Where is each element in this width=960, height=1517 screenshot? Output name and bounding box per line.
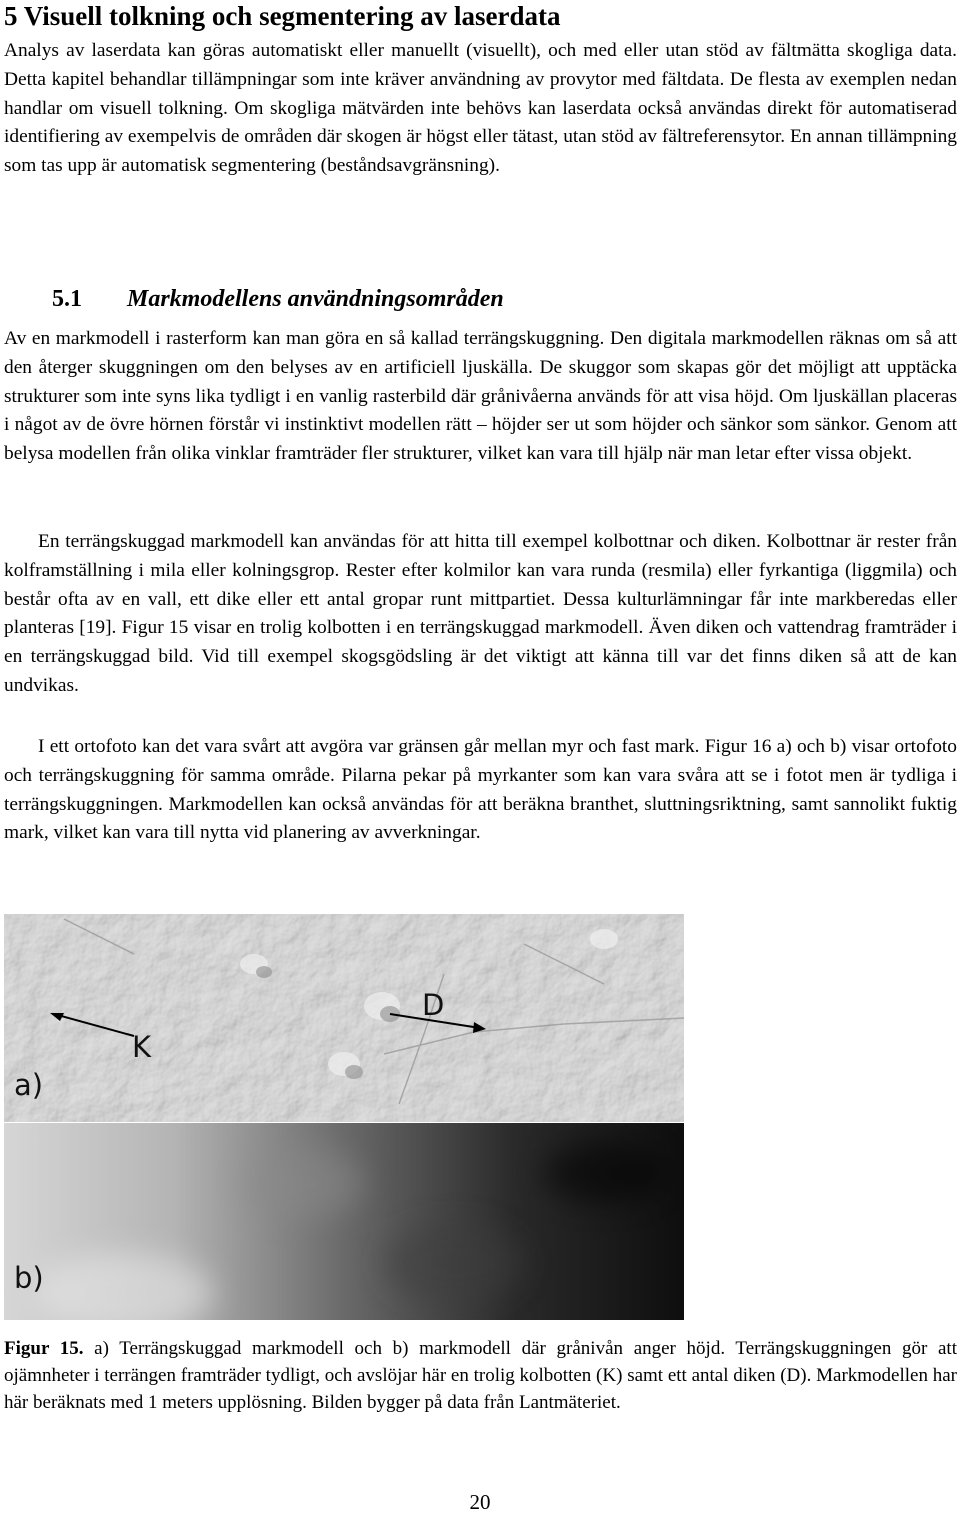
page-number: 20 — [469, 1490, 491, 1514]
section-paragraph-2: En terrängskuggad markmodell kan användas för att hitta till exempel kolbottnar och diken. Kolbottnar är rester från kolframställning i mila eller kolningsgrop. Rester efter kolmilor kan vara runda (resmila) eller fyrkantiga (liggmila) och består ofta av en vall, ett dike eller ett antal gropar runt mittpartiet. Dessa kulturlämningar får inte markberedas eller planteras [19]. Figur 15 visar en trolig kolbotten i en terrängskuggad markmodell. Även diken och vattendrag framträder i en terrängskuggad bild. Vid till exempel skogsgödsling är det viktigt att känna till var det finns diken så att de kan undvikas. — [4, 531, 957, 696]
chapter-heading: 5 Visuell tolkning och segmentering av laserdata — [4, 1, 561, 31]
figure-15 — [4, 914, 684, 1320]
elevation-image — [4, 1123, 684, 1320]
elevation-graphic — [4, 1123, 684, 1320]
section-paragraph-1: Av en markmodell i rasterform kan man göra en så kallad terrängskuggning. Den digitala markmodellen räknas om så att den återger skuggningen om den belyses av en artificiell ljuskälla. De skuggor som skapas gör det möjligt att upptäcka strukturer som inte syns lika tydligt i en vanlig rasterbild där grånivåerna används för att visa höjd. Om ljuskällan placeras i något av de övre hörnen förstår vi instinktivt modellen rätt – höjder ser ut som höjder och sänkor som sänkor. Genom att belysa modellen från olika vinklar framträder fler strukturer, vilket kan vara till hjälp när man letar efter vissa objekt. — [4, 328, 957, 465]
section-heading — [52, 284, 504, 314]
hillshade-graphic — [4, 914, 684, 1122]
marker-d-label: D — [422, 988, 445, 1022]
intro-paragraph: Analys av laserdata kan göras automatiskt eller manuellt (visuellt), och med eller utan stöd av fältmätta skogliga data. Detta kapitel behandlar tillämpningar som inte kräver användning av provytor med fältdata. De flesta av exemplen nedan handlar om visuell tolkning. Om skogliga mätvärden inte behövs kan laserdata också användas direkt för automatiserad identifiering av exempelvis de områden där skogen är högst eller tätast, utan stöd av fältreferensytor. En annan tillämpning som tas upp är automatisk segmentering (beståndsavgränsning). — [4, 40, 957, 177]
marker-k-label: K — [132, 1030, 152, 1064]
section-title: Markmodellens användningsområden — [127, 286, 504, 312]
panel-b-label: b) — [14, 1261, 44, 1295]
hillshade-image — [4, 914, 684, 1122]
caption-label: Figur 15. — [4, 1338, 84, 1359]
section-paragraph-3: I ett ortofoto kan det vara svårt att avgöra var gränsen går mellan myr och fast mark. Figur 16 a) och b) visar ortofoto och terrängskuggning för samma område. Pilarna pekar på myrkanter som kan vara svåra att se i fotot men är tydliga i terrängskuggningen. Markmodellen kan också användas för att beräkna branthet, sluttningsriktning, samt sannolikt fuktig mark, vilket kan vara till nytta vid planering av avverkningar. — [4, 736, 957, 844]
section-number: 5.1 — [52, 286, 82, 312]
figure-caption — [4, 1335, 957, 1416]
panel-a-label: a) — [14, 1068, 44, 1102]
caption-text: a) Terrängskuggad markmodell och b) markmodell där grånivån anger höjd. Terrängskuggningen gör att ojämnheter i terrängen framträder tydligt, och avslöjar här en trolig kolbotten (K) samt ett antal diken (D). Markmodellen har här beräknats med 1 meters upplösning. Bilden bygger på data från Lantmäteriet. — [4, 1338, 957, 1413]
